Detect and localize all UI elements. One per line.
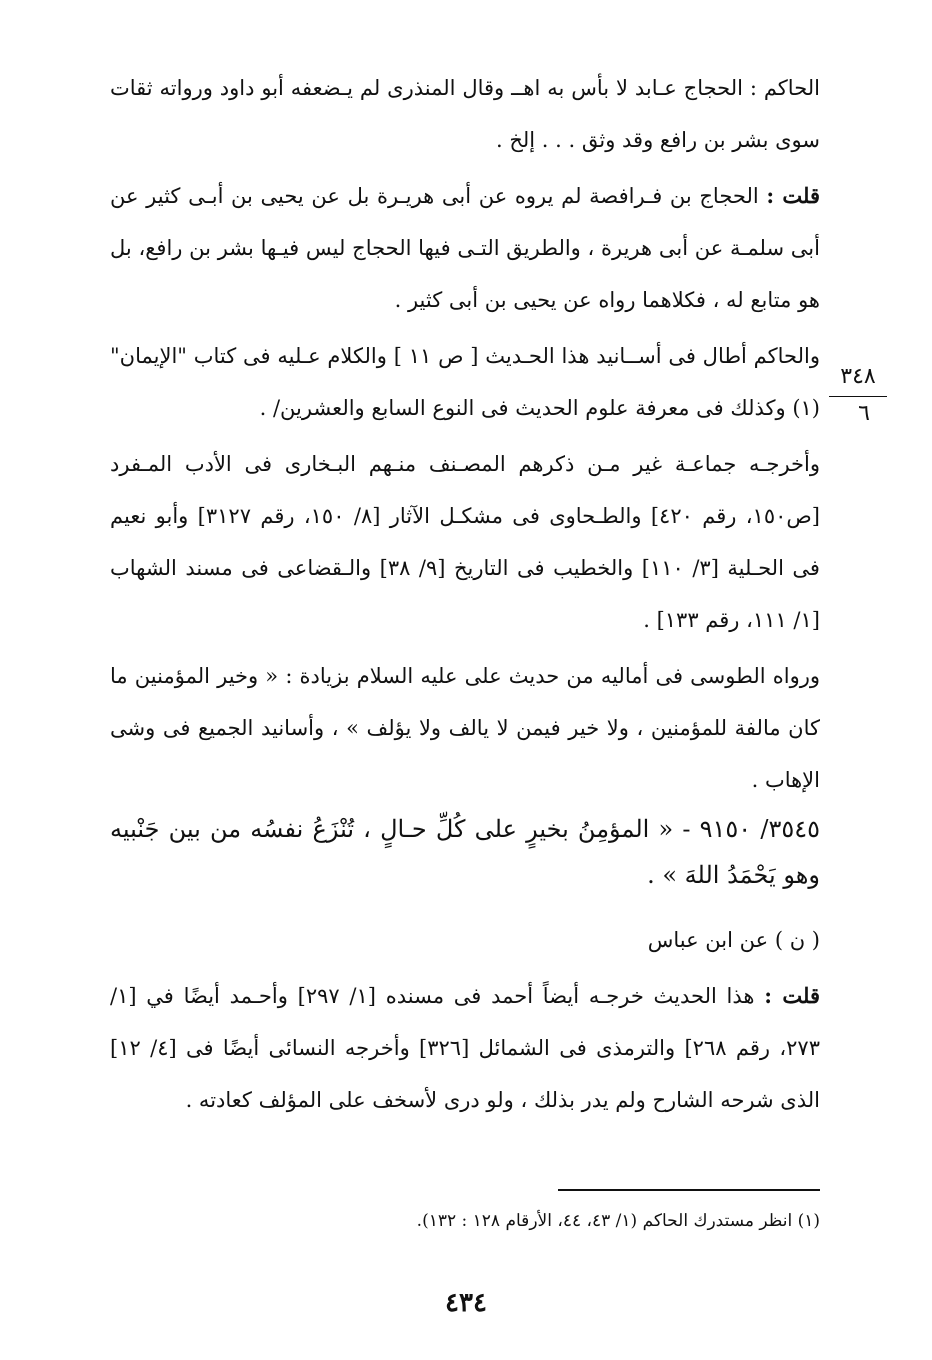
paragraph-body: والحاكم أطال فى أســانيد هذا الحـديث [ ص ١١ ] والكلام عـليه فى كتاب "الإيمان"(١) وكذلك فى معرفة علوم الحديث فى النوع السابع والعشرين/ . — [110, 344, 820, 420]
paragraph-body: ( ن ) عن ابن عباس — [647, 928, 820, 952]
paragraph-hakim-asanid — [110, 330, 820, 434]
paragraph-lead: قلت : — [766, 183, 820, 208]
paragraph-body: هذا الحديث خرجـه أيضاً أحمد فى مسنده [١/ ٢٩٧] وأحـمد أيضًا في [١/ ٢٧٣، رقم ٢٦٨] والترمذى فى الشمائل [٣٢٦] وأخرجه النسائى أيضًا فى [٤/ ١٢] الذى شرحه الشارح ولم يدر بذلك ، ولو درى لأسخف على المؤلف كعادته . — [110, 984, 820, 1112]
paragraph-takhrij — [110, 438, 820, 646]
paragraph-body: ورواه الطوسى فى أماليه من حديث على عليه السلام بزيادة : « وخير المؤمنين ما كان مالفة للمؤمنين ، ولا خير فيمن لا يالف ولا يؤلف » ، وأسانيد الجميع فى وشى الإهاب . — [110, 664, 820, 792]
paragraph-body: ٣٥٤٥/ ٩١٥٠ - « المؤمِنُ بخيرٍ على كُلِّ حـالٍ ، تُنْزَعُ نفسُه من بين جَنْبيه وهو يَحْمَدُ اللهَ » . — [110, 815, 820, 889]
margin-volume-reference — [828, 362, 888, 427]
paragraph-tusi — [110, 650, 820, 806]
paragraph-body: الحاكم : الحجاج عـابد لا بأس به اهــ وقال المنذرى لم يـضعفه أبو داود ورواته ثقات سوى بشر بن رافع وقد وثق . . . إلخ . — [110, 76, 820, 152]
margin-reference-rule — [829, 396, 887, 397]
paragraph-body: وأخرجـه جماعـة غير مـن ذكرهم المصـنف منـهم البـخارى فى الأدب المـفرد [ص١٥٠، رقم ٤٢٠] والطـحاوى فى مشكـل الآثار [٨/ ١٥٠، رقم ٣١٢٧] وأبو نعيم فى الحـلية [٣/ ١١٠] والخطيب فى التاريخ [٩/ ٣٨] والـقضاعى فى مسند الشهاب [١/ ١١١، رقم ١٣٣] . — [110, 452, 820, 632]
paragraph-body: الحجاج بن فـرافصة لم يروه عن أبى هريـرة بل عن يحيى بن أبـى كثير عن أبى سلمـة عن أبى هريرة ، والطريق التـى فيها الحجاج ليس فيـها بشر بن رافع، بل هو متابع له ، فكلاهما رواه عن يحيى بن أبى كثير . — [110, 184, 820, 312]
paragraph-hakim-quote — [110, 62, 820, 166]
footnote: (١) انظر مستدرك الحاكم (١/ ٤٣، ٤٤، الأرقام ١٢٨ : ١٣٢). — [416, 1211, 820, 1231]
hadith-source — [110, 914, 820, 966]
margin-reference-sub: ٦ — [858, 401, 870, 426]
hadith-text — [110, 806, 820, 898]
footnote-separator — [558, 1189, 820, 1191]
page-number: ٤٣٤ — [445, 1288, 487, 1318]
paragraph-qultu-ahmad — [110, 970, 820, 1126]
margin-reference-number: ٣٤٨ — [840, 364, 876, 389]
paragraph-qultu-hajjaj — [110, 170, 820, 326]
paragraph-lead: قلت : — [764, 983, 820, 1008]
